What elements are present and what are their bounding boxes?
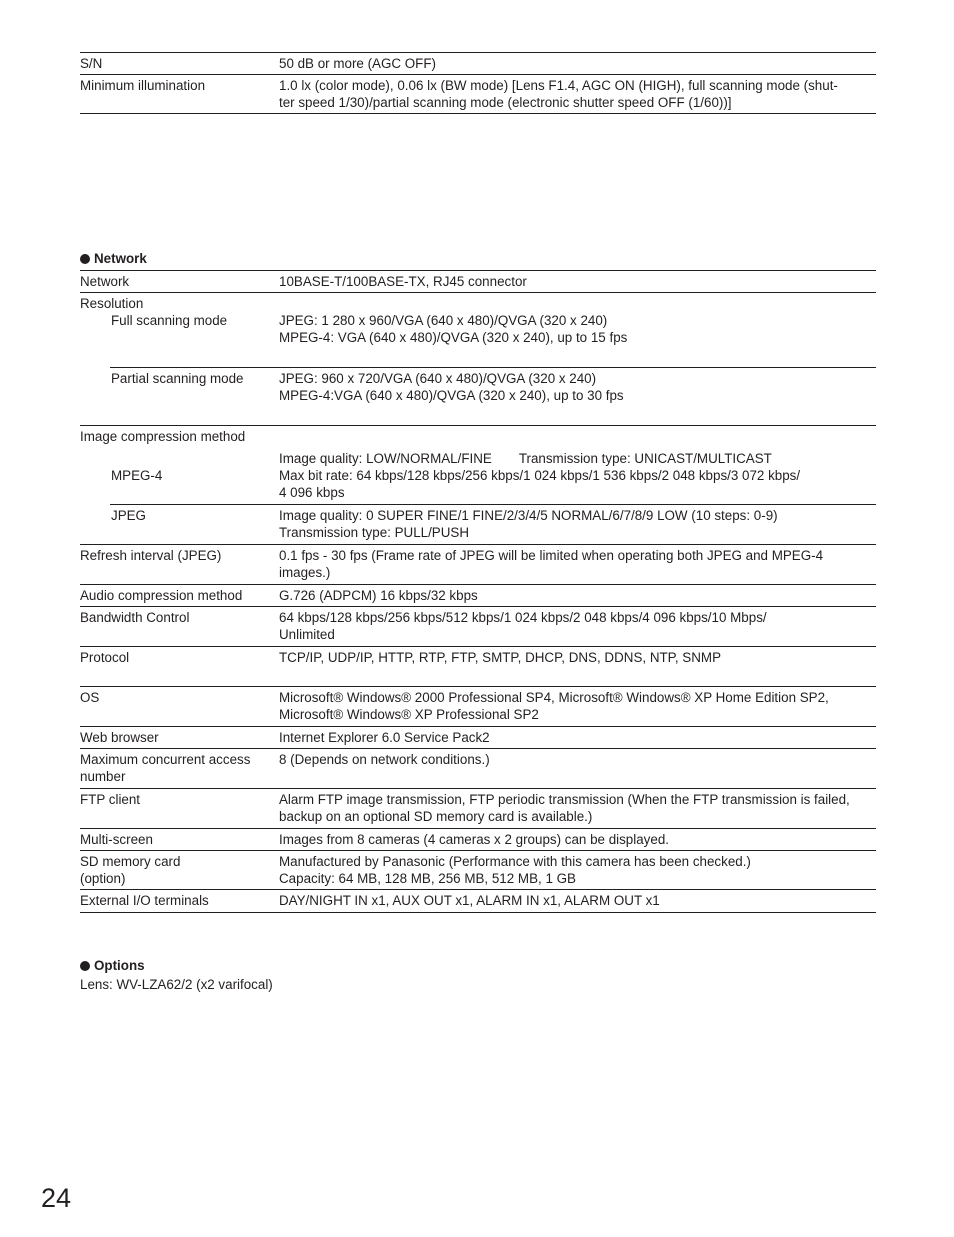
- spec-label: Protocol: [80, 650, 130, 665]
- spec-row-access: [80, 749, 876, 789]
- spec-label: Maximum concurrent access number: [80, 752, 251, 784]
- spec-row-sd: [80, 851, 876, 890]
- spec-value: G.726 (ADPCM) 16 kbps/32 kbps: [279, 588, 478, 603]
- spec-label: Bandwidth Control: [80, 610, 190, 625]
- page-number: 24: [41, 1183, 72, 1213]
- spec-value: JPEG: 960 x 720/VGA (640 x 480)/QVGA (320 x 240) MPEG-4:VGA (640 x 480)/QVGA (320 x 240), up to 30 fps: [279, 371, 624, 403]
- spec-value: 0.1 fps - 30 fps (Frame rate of JPEG will be limited when operating both JPEG and MPEG-4 images.): [279, 548, 824, 580]
- spec-label: External I/O terminals: [80, 893, 209, 908]
- spec-sublabel: Full scanning mode: [111, 313, 228, 328]
- spec-sublabel: JPEG: [111, 508, 146, 523]
- spec-row-os: [80, 687, 876, 727]
- spec-value: Image quality: 0 SUPER FINE/1 FINE/2/3/4/5 NORMAL/6/7/8/9 LOW (10 steps: 0-9) Transmission type: PULL/PUSH: [279, 508, 778, 540]
- spec-row-audio: [80, 585, 876, 607]
- spec-label: Network: [80, 274, 130, 289]
- spec-label: S/N: [80, 56, 103, 71]
- spec-value: 1.0 lx (color mode), 0.06 lx (BW mode) [Lens F1.4, AGC ON (HIGH), full scanning mode (shut- ter speed 1/30)/partial scanning mode (electronic shutter speed OFF (1/60))]: [279, 78, 838, 110]
- options-heading: Options: [80, 957, 145, 974]
- bullet-icon: [80, 961, 90, 971]
- network-spec-table: [80, 270, 876, 913]
- spec-row-multiscreen: [80, 829, 876, 851]
- spec-row-refresh: [80, 545, 876, 585]
- spec-label: FTP client: [80, 792, 141, 807]
- spec-row-ftp: [80, 789, 876, 829]
- spec-value: Microsoft® Windows® 2000 Professional SP4, Microsoft® Windows® XP Home Edition SP2, Microsoft® Windows® XP Professional SP2: [279, 690, 829, 722]
- spec-row-sn: [80, 52, 876, 75]
- spec-value: DAY/NIGHT IN x1, AUX OUT x1, ALARM IN x1, ALARM OUT x1: [279, 893, 660, 908]
- spec-value: Alarm FTP image transmission, FTP periodic transmission (When the FTP transmission is failed, backup on an optional SD memory card is available.): [279, 792, 850, 824]
- spec-sublabel: Partial scanning mode: [111, 371, 244, 386]
- spec-label: Web browser: [80, 730, 159, 745]
- spec-value: 50 dB or more (AGC OFF): [279, 56, 436, 71]
- sub-divider: [110, 504, 876, 505]
- spec-label: Audio compression method: [80, 588, 243, 603]
- spec-label: Refresh interval (JPEG): [80, 548, 222, 563]
- spec-value: Internet Explorer 6.0 Service Pack2: [279, 730, 490, 745]
- spec-label: Multi-screen: [80, 832, 153, 847]
- spec-row-protocol: [80, 647, 876, 687]
- spec-value: Images from 8 cameras (4 cameras x 2 groups) can be displayed.: [279, 832, 669, 847]
- spec-row-network: [80, 270, 876, 293]
- spec-value: Image quality: LOW/NORMAL/FINE Transmission type: UNICAST/MULTICAST Max bit rate: 64 kbps/128 kbps/256 kbps/1 024 kbps/1 536 kbps/2 048 kbps/3 072 kbps/ 4 096 kbps: [279, 451, 801, 500]
- top-spec-table: [80, 52, 876, 114]
- spec-label: Resolution: [80, 296, 144, 311]
- spec-sublabel: MPEG-4: [111, 468, 163, 483]
- network-heading: Network: [80, 250, 147, 267]
- spec-value: 64 kbps/128 kbps/256 kbps/512 kbps/1 024 kbps/2 048 kbps/4 096 kbps/10 Mbps/ Unlimited: [279, 610, 767, 642]
- spec-row-io: [80, 890, 876, 913]
- spec-value: 10BASE-T/100BASE-TX, RJ45 connector: [279, 274, 527, 289]
- sub-divider: [110, 367, 876, 368]
- options-lens: Lens: WV-LZA62/2 (x2 varifocal): [80, 977, 273, 992]
- spec-row-bandwidth: [80, 607, 876, 647]
- spec-row-min-illumination: [80, 75, 876, 114]
- spec-value: JPEG: 1 280 x 960/VGA (640 x 480)/QVGA (320 x 240) MPEG-4: VGA (640 x 480)/QVGA (320 x 240), up to 15 fps: [279, 313, 628, 345]
- spec-label: Image compression method: [80, 429, 246, 444]
- spec-value: Manufactured by Panasonic (Performance with this camera has been checked.) Capacity: 64 MB, 128 MB, 256 MB, 512 MB, 1 GB: [279, 854, 751, 886]
- spec-label: OS: [80, 690, 100, 705]
- spec-value: 8 (Depends on network conditions.): [279, 752, 490, 767]
- spec-row-browser: [80, 727, 876, 749]
- spec-value: TCP/IP, UDP/IP, HTTP, RTP, FTP, SMTP, DHCP, DNS, DDNS, NTP, SNMP: [279, 650, 721, 665]
- spec-row-resolution: [80, 293, 876, 426]
- spec-label: Minimum illumination: [80, 78, 206, 93]
- spec-label: SD memory card (option): [80, 854, 181, 886]
- spec-row-compression: [80, 426, 876, 545]
- bullet-icon: [80, 254, 90, 264]
